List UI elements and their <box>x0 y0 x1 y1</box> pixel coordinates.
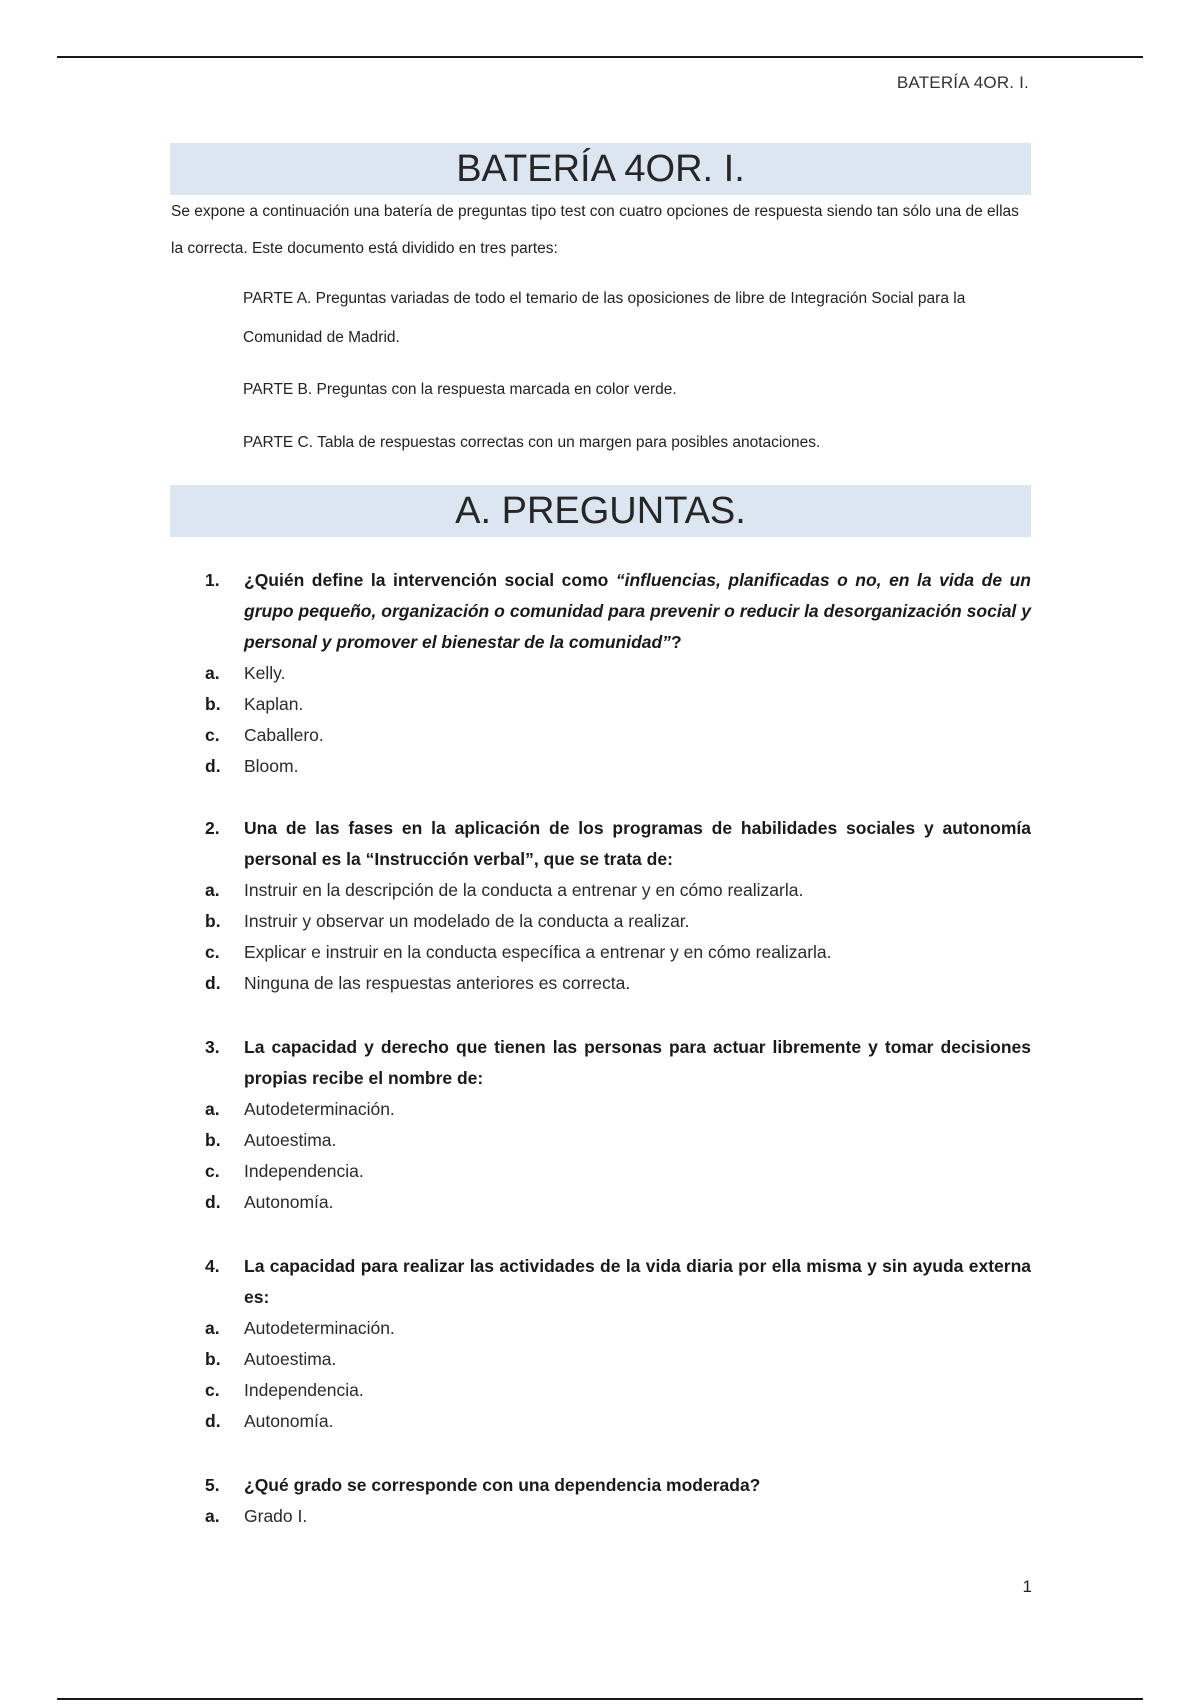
option-letter: c. <box>205 942 220 962</box>
document-title: BATERÍA 4OR. I. <box>170 143 1031 195</box>
answer-option <box>205 968 1031 999</box>
question-number: 4. <box>205 1256 220 1276</box>
option-text: Autodeterminación. <box>244 1318 395 1338</box>
option-text: Independencia. <box>244 1380 364 1400</box>
option-letter: a. <box>205 663 220 683</box>
top-rule <box>57 56 1143 58</box>
question-number: 5. <box>205 1475 220 1495</box>
option-letter: d. <box>205 1411 221 1431</box>
question-stem-text: Una de las fases en la aplicación de los programas de habilidades sociales y autonomía personal es la “Instrucción verbal”, que se trata de: <box>244 818 1031 869</box>
option-text: Autonomía. <box>244 1192 334 1212</box>
answer-options <box>205 1094 1031 1218</box>
question-stem <box>205 565 1031 658</box>
option-letter: d. <box>205 973 221 993</box>
intro-paragraph: Se expone a continuación una batería de preguntas tipo test con cuatro opciones de respuesta siendo tan sólo una de ellas la correcta. Este documento está dividido en tres partes: <box>171 203 1019 257</box>
option-letter: c. <box>205 725 220 745</box>
option-letter: c. <box>205 1161 220 1181</box>
answer-option <box>205 1094 1031 1125</box>
option-letter: b. <box>205 1130 221 1150</box>
option-letter: a. <box>205 1099 220 1119</box>
answer-option <box>205 1406 1031 1437</box>
question-stem <box>205 813 1031 875</box>
question-1 <box>205 565 1031 782</box>
option-text: Kelly. <box>244 663 286 683</box>
answer-option <box>205 689 1031 720</box>
question-stem-prefix: ¿Quién define la intervención social como <box>244 570 616 590</box>
answer-option <box>205 1344 1031 1375</box>
option-text: Autoestima. <box>244 1130 337 1150</box>
section-title: A. PREGUNTAS. <box>170 485 1031 537</box>
answer-options <box>205 1501 1031 1532</box>
answer-option <box>205 1156 1031 1187</box>
option-text: Independencia. <box>244 1161 364 1181</box>
answer-option <box>205 720 1031 751</box>
question-stem-text: La capacidad para realizar las actividades de la vida diaria por ella misma y sin ayuda externa es: <box>244 1256 1031 1307</box>
question-number: 1. <box>205 570 220 590</box>
answer-option <box>205 906 1031 937</box>
option-letter: d. <box>205 756 221 776</box>
option-letter: c. <box>205 1380 220 1400</box>
answer-option <box>205 1501 1031 1532</box>
option-letter: b. <box>205 1349 221 1369</box>
answer-option <box>205 751 1031 782</box>
part-b: PARTE B. Preguntas con la respuesta marcada en color verde. <box>243 381 677 398</box>
question-stem-text: ¿Qué grado se corresponde con una dependencia moderada? <box>244 1475 761 1495</box>
option-letter: a. <box>205 1318 220 1338</box>
answer-options <box>205 1313 1031 1437</box>
question-stem <box>205 1251 1031 1313</box>
answer-options <box>205 658 1031 782</box>
answer-option <box>205 937 1031 968</box>
answer-option <box>205 875 1031 906</box>
question-stem <box>205 1032 1031 1094</box>
option-letter: b. <box>205 694 221 714</box>
answer-option <box>205 1313 1031 1344</box>
question-2 <box>205 813 1031 999</box>
option-text: Instruir y observar un modelado de la conducta a realizar. <box>244 911 690 931</box>
part-a: PARTE A. Preguntas variadas de todo el temario de las oposiciones de libre de Integración Social para la Comunidad de Madrid. <box>243 290 966 346</box>
question-number: 2. <box>205 818 220 838</box>
option-text: Autodeterminación. <box>244 1099 395 1119</box>
question-stem <box>205 1470 1031 1501</box>
page-number: 1 <box>1022 1577 1032 1596</box>
option-letter: b. <box>205 911 221 931</box>
option-text: Ninguna de las respuestas anteriores es correcta. <box>244 973 631 993</box>
part-c: PARTE C. Tabla de respuestas correctas con un margen para posibles anotaciones. <box>243 434 821 451</box>
answer-options <box>205 875 1031 999</box>
question-stem-text: La capacidad y derecho que tienen las personas para actuar libremente y tomar decisiones propias recibe el nombre de: <box>244 1037 1031 1088</box>
answer-option <box>205 1375 1031 1406</box>
answer-option <box>205 658 1031 689</box>
question-4 <box>205 1251 1031 1437</box>
question-stem-suffix: ? <box>670 632 682 652</box>
question-3 <box>205 1032 1031 1218</box>
option-letter: a. <box>205 880 220 900</box>
option-text: Caballero. <box>244 725 324 745</box>
question-number: 3. <box>205 1037 220 1057</box>
option-text: Kaplan. <box>244 694 304 714</box>
option-text: Autonomía. <box>244 1411 334 1431</box>
option-letter: a. <box>205 1506 220 1526</box>
option-text: Autoestima. <box>244 1349 337 1369</box>
answer-option <box>205 1187 1031 1218</box>
answer-option <box>205 1125 1031 1156</box>
question-5 <box>205 1470 1031 1532</box>
running-header: BATERÍA 4OR. I. <box>896 73 1029 92</box>
option-text: Bloom. <box>244 756 299 776</box>
option-text: Grado I. <box>244 1506 308 1526</box>
option-text: Explicar e instruir en la conducta específica a entrenar y en cómo realizarla. <box>244 942 832 962</box>
option-text: Instruir en la descripción de la conducta a entrenar y en cómo realizarla. <box>244 880 804 900</box>
question-stem-quote: “influencias, planificadas o no, en la vida de un grupo pequeño, organización o comunidad para prevenir o reducir la desorganización social y personal y promover el bienestar de la comunidad” <box>244 570 1031 652</box>
option-letter: d. <box>205 1192 221 1212</box>
